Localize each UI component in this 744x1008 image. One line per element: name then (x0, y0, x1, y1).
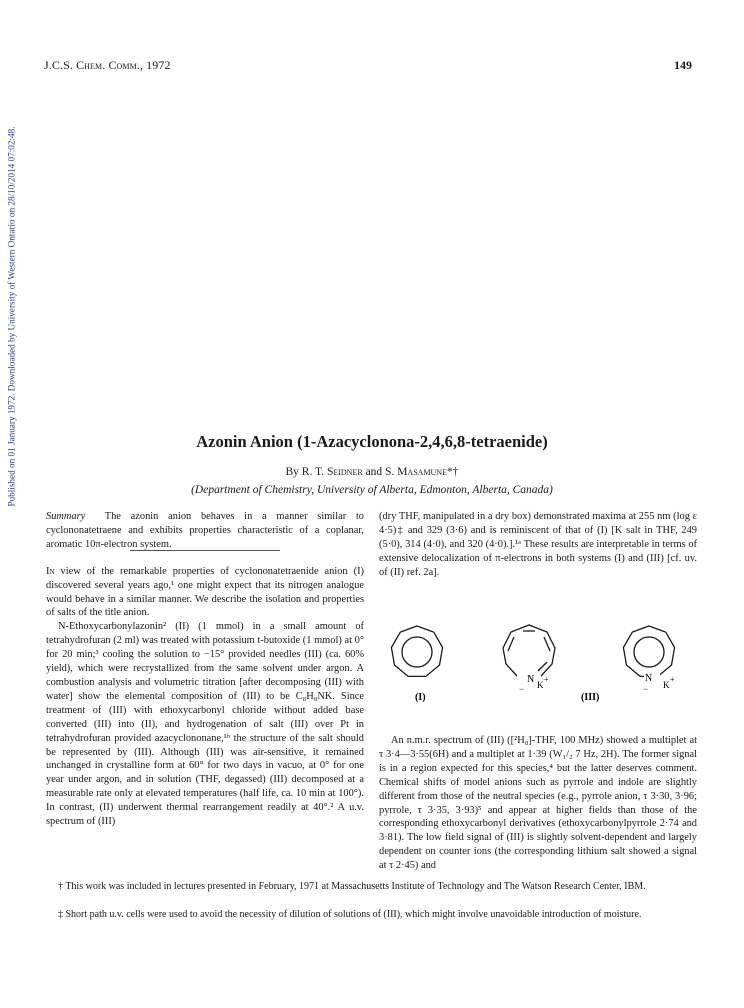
summary-divider (130, 550, 280, 551)
uv-paragraph: (dry THF, manipulated in a dry box) demonstrated maxima at 255 nm (log ε 4·5)‡ and 329 (3·6) and is reminiscent of that of (I) [K salt in THF, 249 (5·0), 314 (4·0), and 320 (4·0).].¹ᵃ These results are interpretable in terms of extensive delocalization of π-electrons in both systems (I) and (III) [cf. uv. of (II) ref. 2a]. (379, 511, 697, 578)
summary-label: Summary (46, 511, 86, 522)
journal-name: Chem. Comm. (76, 58, 140, 72)
intro-text: view of the remarkable properties of cyclononatetraenide anion (I) discovered several years ago,¹ one might expect that its nitrogen analogue would behave in a similar manner. We describe the isolation and properties of salts of the title anion. (46, 565, 364, 619)
n-label-II: N (527, 674, 535, 685)
k-label-II: K (537, 680, 544, 690)
journal-header (44, 58, 171, 73)
structure-III (623, 626, 675, 694)
label-III: (III) (581, 692, 600, 703)
intro-lead: In (46, 565, 55, 577)
page-number: 149 (674, 58, 692, 72)
download-note: Published on 01 January 1972. Downloaded by University of Western Ontario on 28/10/2014 07:02:48. (6, 126, 17, 507)
structures-figure (379, 612, 709, 722)
left-column (46, 510, 364, 829)
ring-II-db1 (508, 637, 514, 651)
experimental-paragraph: N-Ethoxycarbonylazonin² (II) (1 mmol) in a small amount of tetrahydrofuran (2 ml) was treated with potassium t-butoxide (1 mmol) at 0° for 20 min;³ cooling the solution to −15° provided needles (III) (ca. 60% yield), which were recrystallized from the same solvent under argon. A combustion analysis and volumetric titration [after decomposing (III) with water] show the elemental composition of (III) to be C₈H₈NK. Since treatment of (III) with ethoxycarbonyl chloride without added base converted (III) into (II), and hydrogenation of salt (III) over Pt in tetrahydrofuran provided azacyclononane,¹ᵇ the structure of the salt should be represented by (III). Although (III) was air-sensitive, it remained unchanged in crystalline form at 60° for two days in vacuo, at 0° for one year under argon, and in solution (THF, degassed) (III) decomposed at a measurable rate only at elevated temperatures (half life, ca. 10 min at 100°). In contrast, (II) underwent thermal rearrangement readily at 40°.² A u.v. spectrum of (III) (46, 621, 364, 828)
plus-III: + (670, 675, 675, 684)
summary-text: The azonin anion behaves in a manner similar to cyclononatetraene and exhibits properties characteristic of a coplanar, aromatic 10π-electron system. (46, 511, 364, 550)
k-label-III: K (663, 680, 670, 690)
authors-by: By R. T. (285, 466, 327, 478)
minus-III: − (643, 684, 649, 694)
plus-II: + (544, 675, 549, 684)
n-label-III: N (645, 673, 653, 684)
journal-prefix: J.C.S. (44, 58, 77, 72)
label-I: (I) (415, 692, 426, 703)
affiliation: (Department of Chemistry, University of Alberta, Edmonton, Alberta, Canada) (191, 484, 553, 496)
nmr-paragraph: An n.m.r. spectrum of (III) ([²H₈]-THF, 100 MHz) showed a multiplet at τ 3·4—3·55(6H) and a multiplet at 1·39 (W₁/₂ 7 Hz, 2H). The former signal is in a region expected for this species,⁴ but the latter deserves comment. Chemical shifts of model anions such as pyrrole and indole are slightly different from those of the neutral species (e.g., pyrrole anion, τ 3·30, 3·96; pyrrole, τ 3·35, 3·93)⁵ and appear at higher fields than those of the corresponding ethoxycarbonyl derivatives (ethoxycarbonylpyrrole 2·74 and 3·81). The low field signal of (III) is slightly solvent-dependent and largely dependent on counter ions (the corresponding lithium salt showed a signal at τ 2·45) and (379, 735, 697, 872)
structure-II (503, 625, 555, 694)
ring-II-db4 (538, 662, 547, 671)
ring-I (391, 626, 442, 676)
footnote-dagger: † This work was included in lectures presented in February, 1971 at Massachusetts Institute of Technology and The Watson Research Center, IBM. (58, 881, 646, 892)
author-mark: *† (446, 466, 459, 478)
ring-I-circle (402, 637, 432, 667)
article-title: Azonin Anion (1-Azacyclonona-2,4,6,8-tetraenide) (196, 432, 548, 451)
authors-and: and S. (362, 466, 398, 478)
ring-III-circle (634, 637, 664, 667)
intro-paragraph (46, 565, 364, 621)
right-column-bottom (379, 734, 697, 873)
author-masamune: Masamune (397, 466, 447, 478)
structure-I (391, 626, 442, 676)
summary-paragraph (46, 510, 364, 552)
footnote-double-dagger: ‡ Short path u.v. cells were used to avoid the necessity of dilution of solutions of (III), which might involve unavoidable introduction of moisture. (58, 909, 642, 920)
ring-II (503, 625, 555, 676)
journal-year: , 1972 (139, 58, 171, 72)
minus-II: − (519, 684, 525, 694)
ring-III (623, 626, 674, 676)
right-column-top (379, 510, 697, 580)
article-authors (0, 466, 744, 478)
author-seidner: Seidner (326, 466, 363, 478)
ring-II-db3 (544, 637, 550, 651)
